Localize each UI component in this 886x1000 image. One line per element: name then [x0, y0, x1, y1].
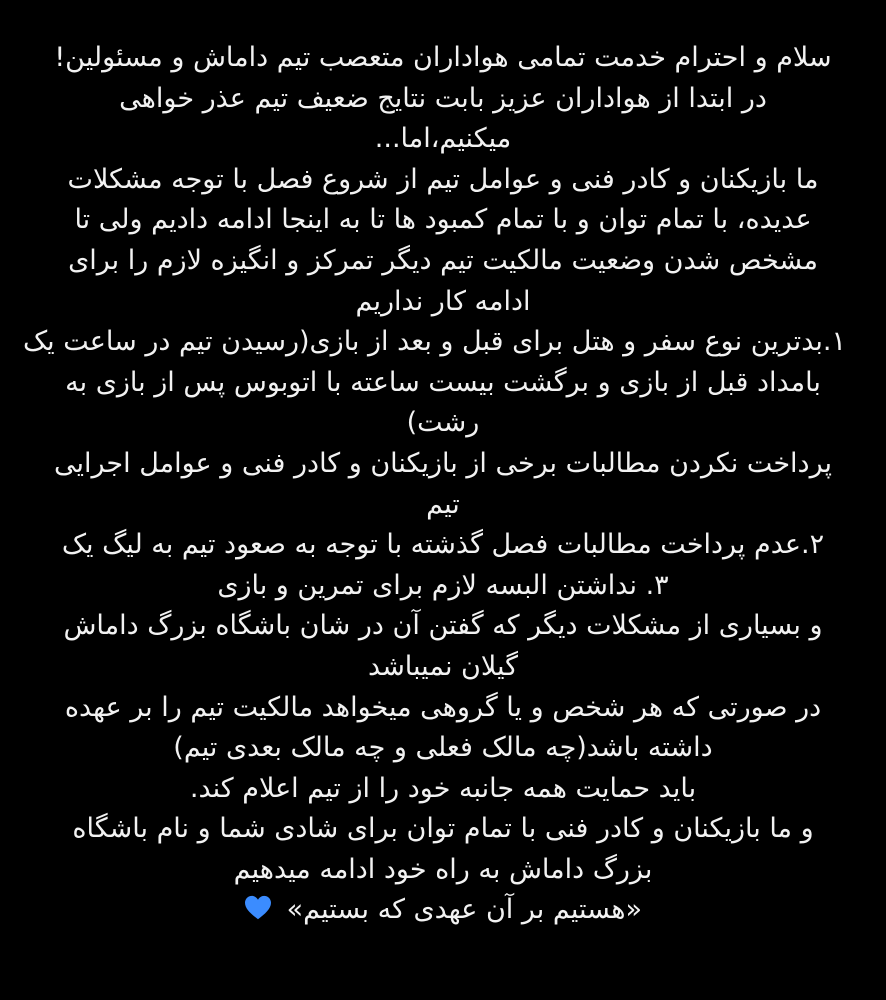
story-line: باید حمایت همه جانبه خود را از تیم اعلام کند. — [189, 772, 697, 804]
closing-line — [40, 890, 846, 931]
story-line: سلام و احترام خدمت تمامی هواداران متعصب تیم داماش و مسئولین! — [54, 42, 832, 73]
story-line: در صورتی که هر شخص و یا گروهی میخواهد مالکیت تیم را بر عهده — [64, 691, 822, 723]
story-line: در ابتدا از هواداران عزیز بابت نتایج ضعیف تیم عذر خواهی — [119, 82, 767, 114]
story-line: و ما بازیکنان و کادر فنی با تمام توان برای شادی شما و نام باشگاه — [72, 813, 814, 845]
story-line: ۳. نداشتن البسه لازم برای تمرین و بازی — [217, 569, 669, 601]
story-line: رشت) — [406, 407, 480, 439]
story-line: ۱.بدترین نوع سفر و هتل برای قبل و بعد از بازی(رسیدن تیم در ساعت یک — [23, 326, 846, 358]
story-text — [23, 38, 846, 931]
story-line: ما بازیکنان و کادر فنی و عوامل تیم از شروع فصل با توجه مشکلات — [67, 163, 819, 195]
story-line: و بسیاری از مشکلات دیگر که گفتن آن در شان باشگاه بزرگ داماش — [63, 610, 823, 642]
story-line: گیلان نمیباشد — [368, 650, 518, 682]
story-line: ۲.عدم پرداخت مطالبات فصل گذشته با توجه به صعود تیم به لیگ یک — [61, 529, 825, 561]
story-line: بزرگ داماش به راه خود ادامه میدهیم — [233, 853, 653, 885]
story-line: عدیده، با تمام توان و با تمام کمبود ها تا به اینجا ادامه دادیم ولی تا — [74, 204, 812, 236]
story-line: داشته باشد(چه مالک فعلی و چه مالک بعدی تیم) — [173, 732, 713, 764]
story-line: میکنیم،اما... — [374, 123, 512, 155]
story-line: مشخص شدن وضعیت مالکیت تیم دیگر تمرکز و انگیزه لازم را برای — [68, 244, 818, 276]
story-line: بامداد قبل از بازی و برگشت بیست ساعته با اتوبوس پس از بازی به — [65, 366, 821, 398]
story-line: ادامه کار نداریم — [355, 285, 531, 317]
story-line: پرداخت نکردن مطالبات برخی از بازیکنان و کادر فنی و عوامل اجرایی — [54, 447, 832, 479]
story-line: تیم — [426, 488, 460, 520]
blue-heart-icon — [244, 895, 272, 921]
closing-quote: «هستیم بر آن عهدی که بستیم» — [286, 894, 642, 926]
